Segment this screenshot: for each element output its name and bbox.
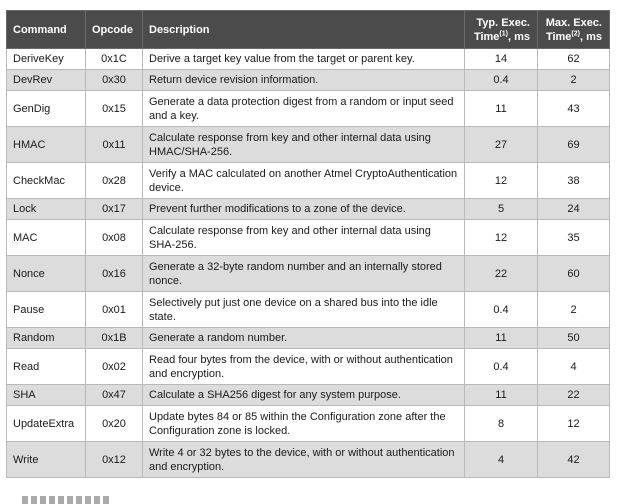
cell-opcode: 0x15 bbox=[86, 91, 143, 127]
cell-description: Generate a 32-byte random number and an internally stored nonce. bbox=[143, 256, 465, 292]
cell-command: DeriveKey bbox=[7, 49, 86, 70]
cell-opcode: 0x1C bbox=[86, 49, 143, 70]
cell-max-time: 22 bbox=[538, 385, 610, 406]
cell-description: Calculate response from key and other internal data using SHA-256. bbox=[143, 220, 465, 256]
cell-opcode: 0x28 bbox=[86, 163, 143, 199]
table-row bbox=[7, 406, 610, 442]
cell-max-time: 12 bbox=[538, 406, 610, 442]
cell-command: DevRev bbox=[7, 70, 86, 91]
header-command: Command bbox=[7, 11, 86, 49]
cell-description: Derive a target key value from the target or parent key. bbox=[143, 49, 465, 70]
header-typ-exec-time bbox=[465, 11, 538, 49]
table-row bbox=[7, 199, 610, 220]
header-max-line1: Max. Exec. bbox=[545, 16, 602, 29]
cell-opcode: 0x12 bbox=[86, 442, 143, 478]
cell-description: Selectively put just one device on a shared bus into the idle state. bbox=[143, 292, 465, 328]
cell-typ-time: 11 bbox=[465, 385, 538, 406]
cell-max-time: 62 bbox=[538, 49, 610, 70]
header-row bbox=[7, 11, 610, 49]
cell-max-time: 2 bbox=[538, 70, 610, 91]
header-description: Description bbox=[143, 11, 465, 49]
cell-command: Write bbox=[7, 442, 86, 478]
cell-description: Update bytes 84 or 85 within the Configuration zone after the Configuration zone is locked. bbox=[143, 406, 465, 442]
table-row bbox=[7, 349, 610, 385]
cell-typ-time: 12 bbox=[465, 220, 538, 256]
cell-command: CheckMac bbox=[7, 163, 86, 199]
table-row bbox=[7, 256, 610, 292]
header-typ-time: Time bbox=[473, 30, 500, 43]
cell-opcode: 0x47 bbox=[86, 385, 143, 406]
cropped-footer-text bbox=[22, 496, 112, 504]
cell-command: Read bbox=[7, 349, 86, 385]
header-opcode: Opcode bbox=[86, 11, 143, 49]
cell-description: Calculate response from key and other internal data using HMAC/SHA-256. bbox=[143, 127, 465, 163]
cell-max-time: 50 bbox=[538, 328, 610, 349]
cell-description: Read four bytes from the device, with or without authentication and encryption. bbox=[143, 349, 465, 385]
command-table bbox=[6, 10, 610, 478]
table-row bbox=[7, 49, 610, 70]
cell-typ-time: 12 bbox=[465, 163, 538, 199]
cell-typ-time: 22 bbox=[465, 256, 538, 292]
cell-opcode: 0x17 bbox=[86, 199, 143, 220]
cell-opcode: 0x01 bbox=[86, 292, 143, 328]
cell-description: Verify a MAC calculated on another Atmel CryptoAuthentication device. bbox=[143, 163, 465, 199]
cell-typ-time: 11 bbox=[465, 91, 538, 127]
cell-command: Lock bbox=[7, 199, 86, 220]
cell-description: Write 4 or 32 bytes to the device, with or without authentication and encryption. bbox=[143, 442, 465, 478]
cell-opcode: 0x11 bbox=[86, 127, 143, 163]
table-row bbox=[7, 127, 610, 163]
cell-max-time: 24 bbox=[538, 199, 610, 220]
cell-description: Return device revision information. bbox=[143, 70, 465, 91]
cell-typ-time: 14 bbox=[465, 49, 538, 70]
cell-command: MAC bbox=[7, 220, 86, 256]
cell-max-time: 60 bbox=[538, 256, 610, 292]
cell-max-time: 69 bbox=[538, 127, 610, 163]
table-row bbox=[7, 91, 610, 127]
cell-max-time: 2 bbox=[538, 292, 610, 328]
cell-opcode: 0x1B bbox=[86, 328, 143, 349]
cell-typ-time: 0.4 bbox=[465, 292, 538, 328]
table-row bbox=[7, 385, 610, 406]
cell-opcode: 0x30 bbox=[86, 70, 143, 91]
header-typ-footnote: (1) bbox=[499, 29, 508, 37]
cell-command: Random bbox=[7, 328, 86, 349]
cell-max-time: 4 bbox=[538, 349, 610, 385]
cell-typ-time: 27 bbox=[465, 127, 538, 163]
cell-command: Nonce bbox=[7, 256, 86, 292]
table-row bbox=[7, 163, 610, 199]
table-row bbox=[7, 442, 610, 478]
cell-description: Prevent further modifications to a zone of the device. bbox=[143, 199, 465, 220]
header-typ-line1: Typ. Exec. bbox=[476, 16, 530, 29]
table-row bbox=[7, 328, 610, 349]
header-max-exec-time bbox=[538, 11, 610, 49]
table-row bbox=[7, 292, 610, 328]
cell-typ-time: 0.4 bbox=[465, 349, 538, 385]
cell-command: GenDig bbox=[7, 91, 86, 127]
table-row bbox=[7, 220, 610, 256]
table-row bbox=[7, 70, 610, 91]
cell-opcode: 0x08 bbox=[86, 220, 143, 256]
cell-command: HMAC bbox=[7, 127, 86, 163]
cell-description: Generate a random number. bbox=[143, 328, 465, 349]
cell-description: Calculate a SHA256 digest for any system purpose. bbox=[143, 385, 465, 406]
cell-typ-time: 8 bbox=[465, 406, 538, 442]
cell-max-time: 38 bbox=[538, 163, 610, 199]
cell-command: Pause bbox=[7, 292, 86, 328]
cell-description: Generate a data protection digest from a random or input seed and a key. bbox=[143, 91, 465, 127]
cell-opcode: 0x02 bbox=[86, 349, 143, 385]
header-max-footnote: (2) bbox=[571, 29, 580, 37]
cell-typ-time: 5 bbox=[465, 199, 538, 220]
header-max-unit: , ms bbox=[579, 30, 602, 43]
cell-max-time: 42 bbox=[538, 442, 610, 478]
cell-opcode: 0x16 bbox=[86, 256, 143, 292]
header-typ-unit: , ms bbox=[507, 30, 530, 43]
cell-opcode: 0x20 bbox=[86, 406, 143, 442]
cell-command: SHA bbox=[7, 385, 86, 406]
header-max-time: Time bbox=[545, 30, 572, 43]
cell-max-time: 35 bbox=[538, 220, 610, 256]
cell-command: UpdateExtra bbox=[7, 406, 86, 442]
cell-typ-time: 0.4 bbox=[465, 70, 538, 91]
cell-max-time: 43 bbox=[538, 91, 610, 127]
cell-typ-time: 4 bbox=[465, 442, 538, 478]
cell-typ-time: 11 bbox=[465, 328, 538, 349]
